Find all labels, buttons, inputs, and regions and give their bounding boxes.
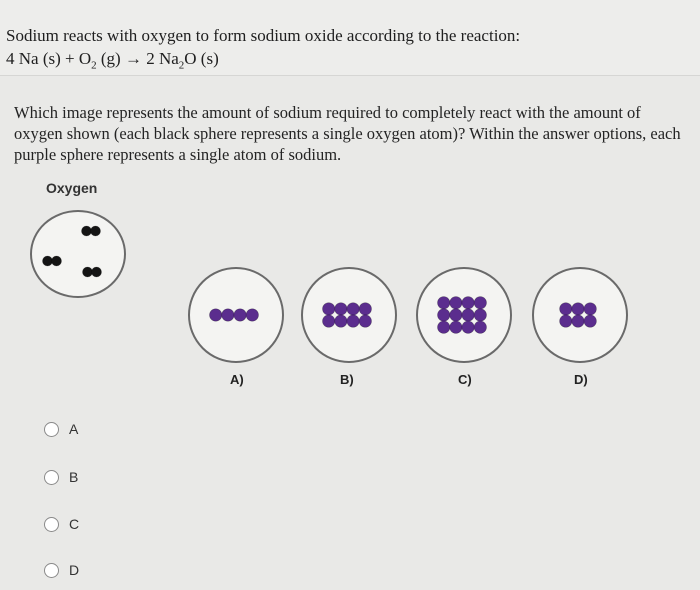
sodium-atom: [438, 321, 450, 333]
reaction-statement: Sodium reacts with oxygen to form sodium oxide according to the reaction:: [6, 26, 521, 45]
sodium-atom: [246, 309, 258, 321]
sodium-atom: [560, 303, 572, 315]
sodium-atom: [450, 321, 462, 333]
oxygen-label: Oxygen: [46, 180, 98, 196]
sodium-atom: [347, 303, 359, 315]
equation-part-2: (g) → 2 Na: [96, 49, 179, 68]
sodium-atom: [474, 321, 486, 333]
sodium-atom: [462, 297, 474, 309]
sodium-atom: [560, 315, 572, 327]
sodium-atom: [462, 321, 474, 333]
sodium-atom: [572, 303, 584, 315]
answer-b-text: B: [69, 469, 79, 485]
sodium-atom: [359, 303, 371, 315]
oxygen-atom: [83, 267, 93, 277]
sodium-atom: [474, 297, 486, 309]
sodium-atom: [438, 297, 450, 309]
sodium-atom: [572, 315, 584, 327]
radio-c[interactable]: [44, 517, 59, 532]
question-text: Which image represents the amount of sodium required to completely react with the amount of oxygen shown (each black sphere represents a single oxygen atom)? Within the answer options, each purple sphere represents a single atom of sodium.: [14, 103, 681, 164]
oxygen-atom: [52, 256, 62, 266]
radio-d[interactable]: [44, 563, 59, 578]
option-d-label: D): [574, 372, 588, 387]
answer-option-c[interactable]: [44, 516, 79, 532]
sodium-atom: [438, 309, 450, 321]
option-a-label: A): [230, 372, 244, 387]
answer-c-text: C: [69, 516, 80, 532]
oxygen-atom: [91, 226, 101, 236]
equation-part-1: 4 Na (s) + O: [6, 49, 92, 68]
equation-part-3: O (s): [184, 49, 219, 68]
sodium-atom: [462, 309, 474, 321]
sodium-atom: [323, 315, 335, 327]
answer-d-text: D: [69, 562, 80, 578]
answer-a-text: A: [69, 421, 79, 437]
option-b-label: B): [340, 372, 354, 387]
sodium-atom: [450, 297, 462, 309]
sodium-atom: [210, 309, 222, 321]
equation-sub-1: 2: [91, 59, 97, 72]
sodium-atom: [335, 303, 347, 315]
equation-sub-2: 2: [178, 59, 185, 72]
sodium-atom: [335, 315, 347, 327]
sodium-atom: [222, 309, 234, 321]
oxygen-atom: [92, 267, 102, 277]
radio-a[interactable]: [44, 422, 59, 437]
sodium-atom: [474, 309, 486, 321]
option-c-label: C): [458, 372, 472, 387]
sodium-atom: [584, 315, 596, 327]
oxygen-atom: [82, 226, 92, 236]
sodium-atom: [234, 309, 246, 321]
sodium-atom: [450, 309, 462, 321]
radio-b[interactable]: [44, 470, 59, 485]
sodium-atom: [359, 315, 371, 327]
answer-option-b[interactable]: [44, 469, 78, 485]
answer-option-d[interactable]: [44, 562, 79, 578]
sodium-atom: [347, 315, 359, 327]
sodium-atom: [584, 303, 596, 315]
oxygen-atom: [43, 256, 53, 266]
sodium-atom: [323, 303, 335, 315]
answer-option-a[interactable]: [44, 421, 78, 437]
